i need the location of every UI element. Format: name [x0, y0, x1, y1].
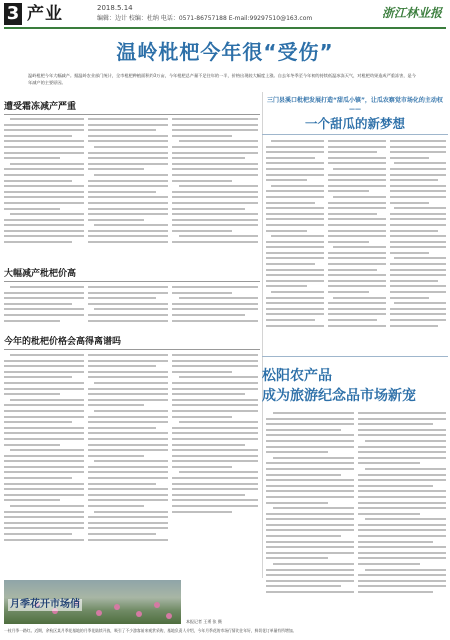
section-heading-price: 大幅减产枇杷价高	[4, 269, 77, 279]
right-top-headline[interactable]: 一个甜瓜的新梦想	[304, 116, 405, 131]
headline-line-1: 松阳农产品	[262, 368, 332, 384]
section-rule	[4, 349, 260, 350]
article-column	[328, 140, 386, 350]
section-heading-frost: 遭受霜冻减产严重	[4, 102, 77, 112]
headline-line-2: 成为旅游纪念品市场新宠	[262, 388, 416, 404]
editor-contact: 编辑：边计 校编：杜纳 电话：0571-86757188 E-mail:99297510@163.com	[97, 15, 313, 22]
section-name: 产业	[27, 4, 63, 24]
article-column	[88, 118, 168, 260]
lead-headline[interactable]: 温岭枇杷今年很“受伤”	[116, 40, 334, 64]
photo-footnote: 一枝月季一路红。近期，余杭区某月季花基地的月季花陆续开放，吸引了不少游客前来观赏采购，基地负责人介绍，今年月季花的市场行情比往年好，鲜切花订单量有所增加。	[4, 628, 297, 633]
article-column	[4, 286, 84, 330]
section-rule	[4, 114, 260, 115]
article-column	[88, 286, 168, 330]
header-divider	[4, 27, 446, 29]
article-column	[390, 140, 446, 350]
article-column	[172, 286, 258, 330]
article-column	[358, 412, 446, 608]
article-column	[4, 354, 84, 574]
photo-caption: 月季花开市场俏	[10, 599, 80, 610]
article-column	[172, 354, 258, 574]
page-number: 3	[4, 3, 22, 25]
section-heading-forecast: 今年的枇杷价格会高得离谱吗	[4, 337, 122, 347]
issue-date: 2018.5.14	[97, 4, 133, 12]
article-separator	[262, 356, 448, 357]
section-rule	[4, 281, 260, 282]
article-column	[88, 354, 168, 574]
column-divider	[262, 92, 263, 578]
right-bottom-headline[interactable]	[262, 366, 448, 406]
headline-rule	[262, 134, 448, 135]
article-column	[266, 412, 354, 608]
photo-credit: 本报记者 王勇 张 摄	[186, 619, 222, 624]
article-column	[4, 118, 84, 260]
newspaper-brand: 浙江林业报	[381, 6, 442, 20]
lead-intro: 温岭枇杷今年大幅减产。据温岭农业部门统计，全市枇杷种植面积约3万亩，今年枇杷总产量不足往年的一半，价格出现较大幅度上涨。自去年冬季至今年初的持续低温冰冻天气，对枇杷幼果造成严重冻害，是今年减产的主要原因。	[28, 73, 416, 85]
right-top-subtitle: 三门县溪口枇杷发展打造“甜瓜小镇”，让瓜农察觉市场化的主动权——	[267, 97, 443, 113]
article-column	[266, 140, 324, 350]
article-column	[172, 118, 258, 260]
